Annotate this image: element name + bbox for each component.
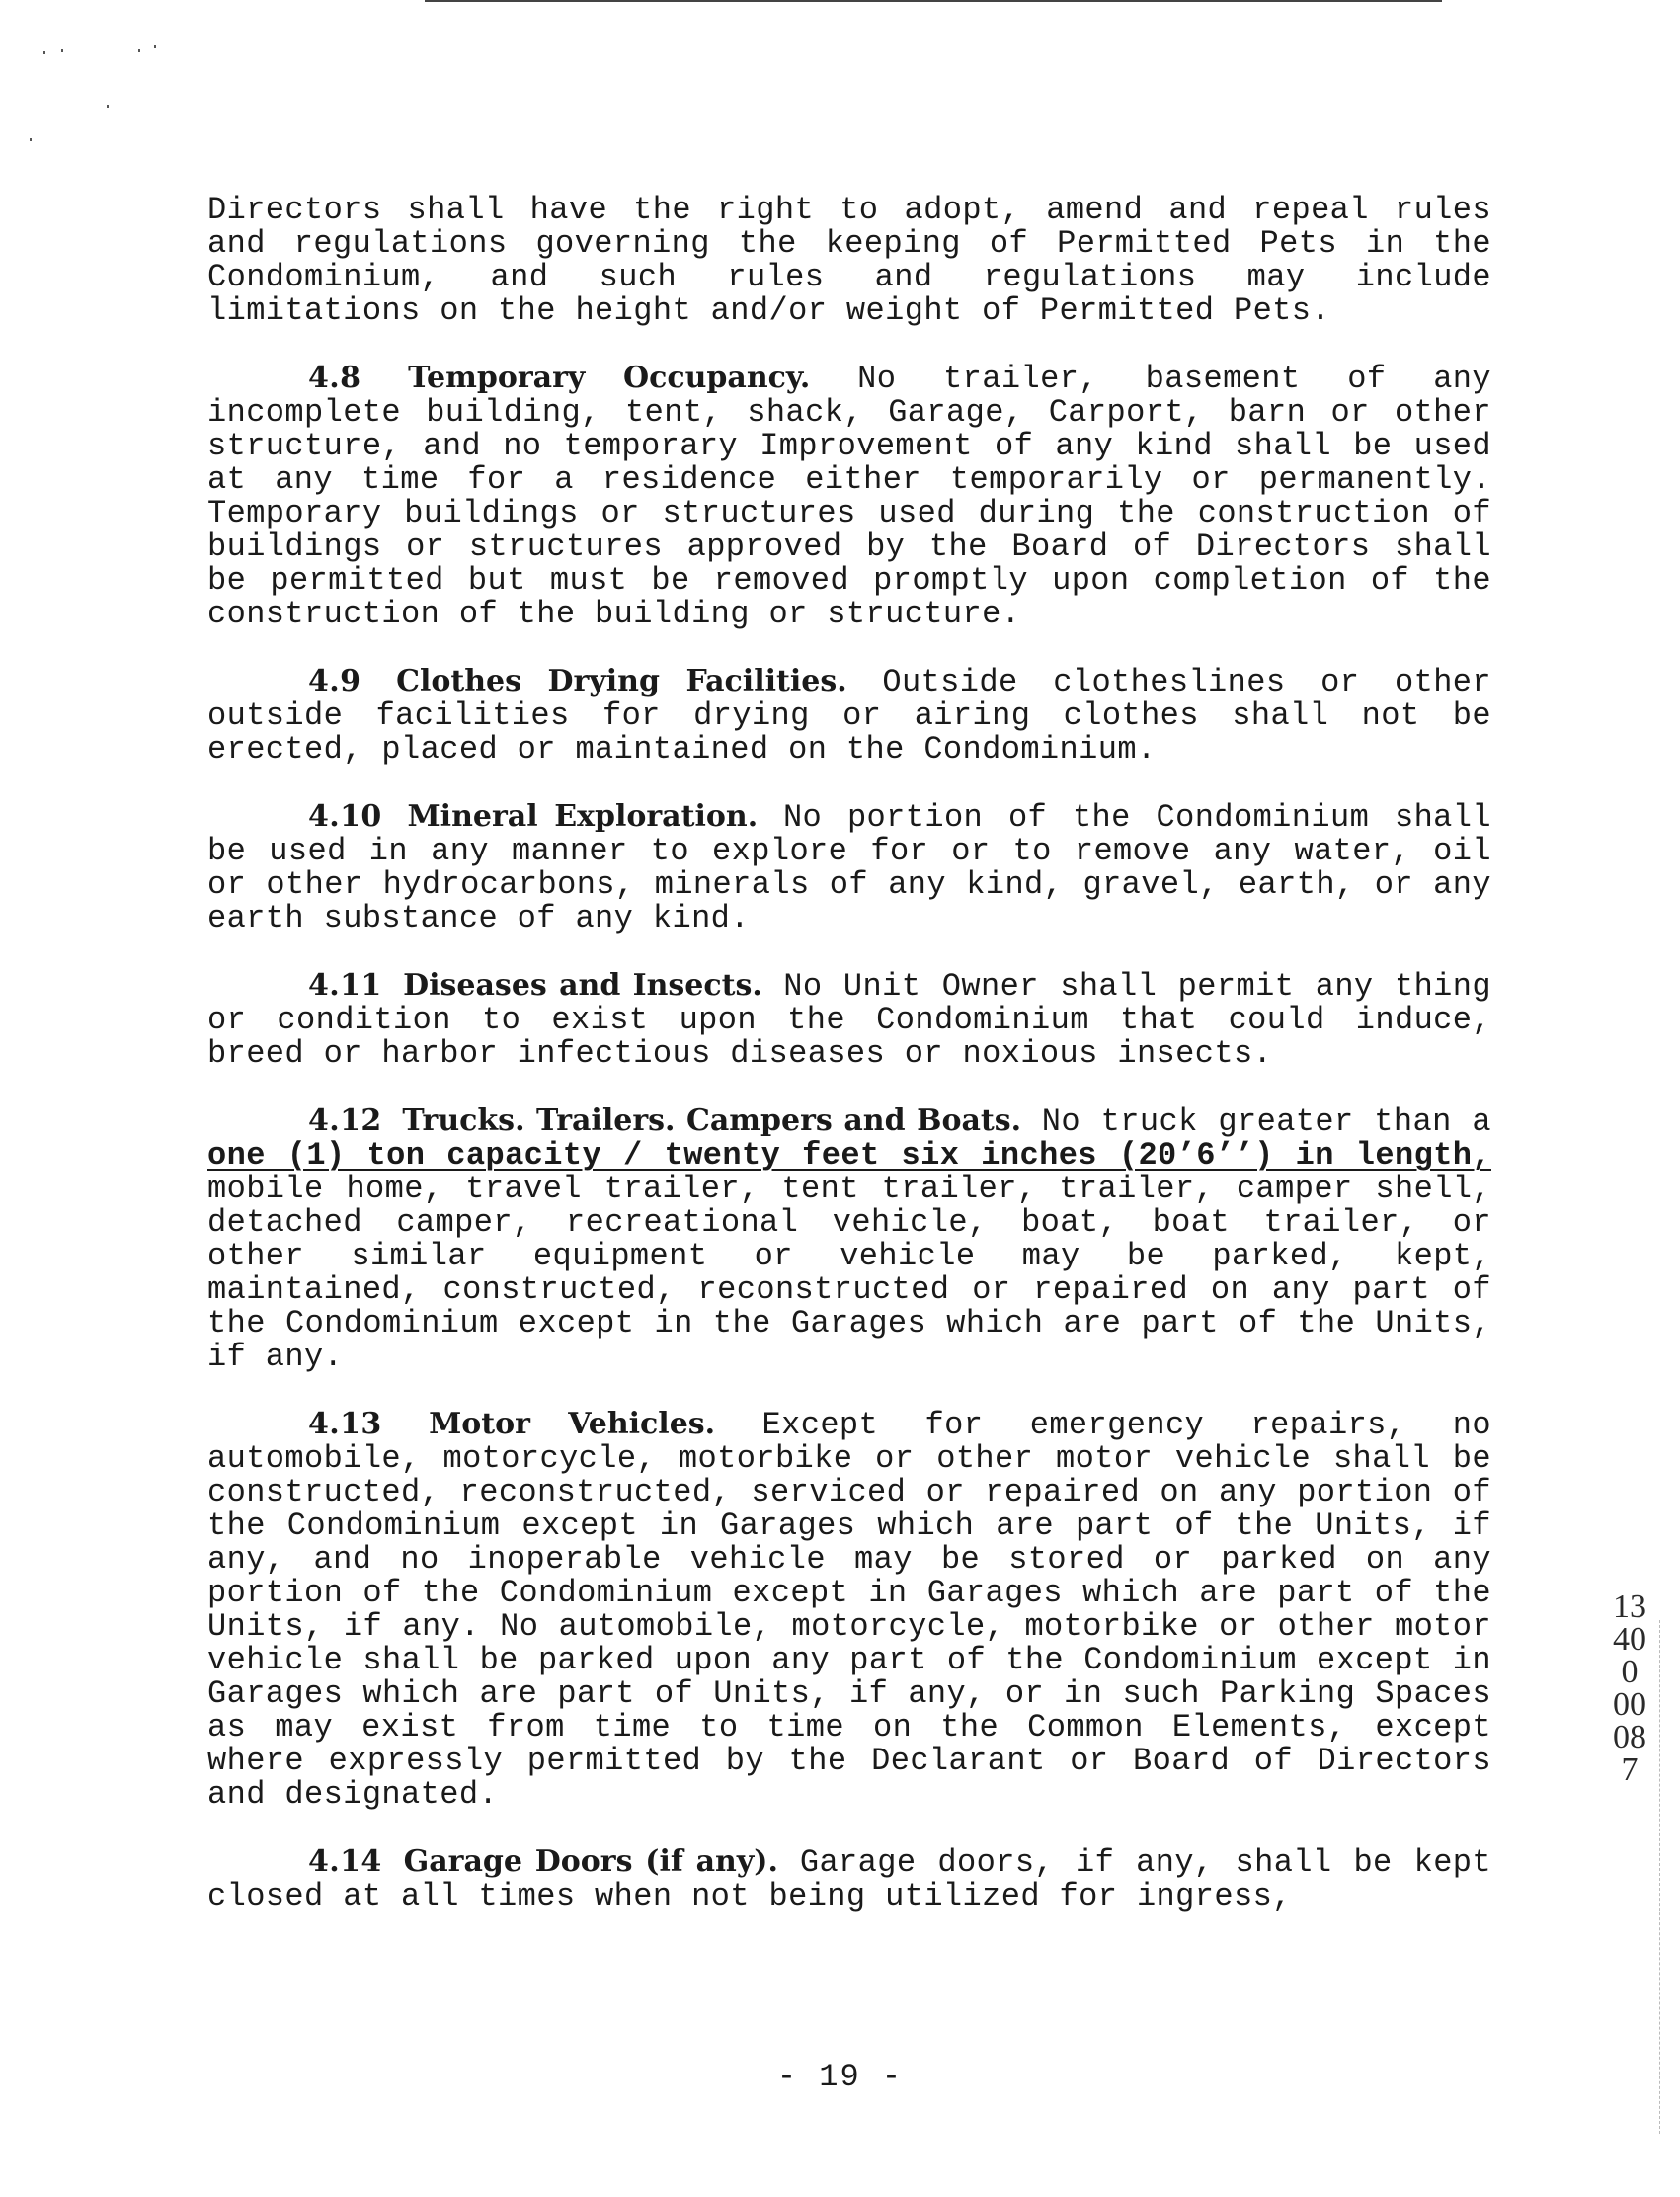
scan-edge-line bbox=[1659, 1620, 1661, 2134]
section-4-13 bbox=[207, 1408, 1491, 1812]
document-body bbox=[207, 194, 1491, 1947]
section-heading: Diseases and Insects. bbox=[403, 968, 762, 1003]
section-text: No portion of the Condominium shall be used in any manner to explore for or to remove any water, oil or other hydrocarbons, minerals of any kind, gravel, earth, or any earth substance of any kind. bbox=[207, 799, 1491, 936]
section-heading: Clothes Drying Facilities. bbox=[396, 664, 847, 698]
section-text: Garage doors, if any, shall be kept closed at all times when not being utilized for ingress, bbox=[207, 1844, 1492, 1914]
section-number: 4.9 bbox=[308, 664, 361, 698]
section-text-after: mobile home, travel trailer, tent trailer, trailer, camper shell, detached camper, recreational vehicle, boat, boat trailer, or other similar equipment or vehicle may be parked, kept, maintained, constructed, reconstructed or repaired on any part of the Condominium except in the Garages which are part of the Units, if any. bbox=[207, 1171, 1491, 1375]
top-scan-rule bbox=[425, 0, 1442, 2]
page-number: - 19 - bbox=[776, 2059, 904, 2095]
section-number: 4.10 bbox=[308, 799, 382, 834]
scan-speck bbox=[154, 45, 156, 48]
section-number: 4.13 bbox=[308, 1407, 382, 1441]
section-4-14 bbox=[207, 1845, 1491, 1913]
section-text: No trailer, basement of any incomplete building, tent, shack, Garage, Carport, barn or other structure, and no temporary Improvement of any kind shall be used at any time for a residence either temporarily or permanently. Temporary buildings or structures used during the construction of buildings or structures approved by the Board of Directors shall be permitted but must be removed promptly upon completion of the construction of the building or structure. bbox=[207, 361, 1492, 632]
section-heading: Garage Doors (if any). bbox=[403, 1844, 778, 1879]
scan-speck bbox=[138, 49, 140, 52]
section-4-8 bbox=[207, 362, 1491, 631]
recording-stamp: 13400 00087 bbox=[1613, 1588, 1646, 1788]
section-text: No Unit Owner shall permit any thing or condition to exist upon the Condominium that could induce, breed or harbor infectious diseases or noxious insects. bbox=[207, 968, 1491, 1072]
scan-speck bbox=[107, 105, 109, 108]
paragraph-intro bbox=[207, 194, 1491, 328]
section-number: 4.11 bbox=[308, 968, 382, 1003]
scan-speck bbox=[61, 49, 63, 52]
scan-speck bbox=[30, 138, 32, 141]
scan-speck bbox=[43, 51, 45, 54]
section-text: Except for emergency repairs, no automobile, motorcycle, motorbike or other motor vehicle shall be constructed, reconstructed, serviced or repaired on any portion of the Condominium except in Garages which are part of the Units, if any, and no inoperable vehicle may be stored or parked on any portion of the Condominium except in Garages which are part of the Units, if any. No automobile, motorcycle, motorbike or other motor vehicle shall be parked upon any part of the Condominium except in Garages which are part of Units, if any, or in such Parking Spaces as may exist from time to time on the Common Elements, except where expressly permitted by the Declarant or Board of Directors and designated. bbox=[207, 1407, 1491, 1813]
paragraph-text: Directors shall have the right to adopt, amend and repeal rules and regulations governing the keeping of Permitted Pets in the Condominium, and such rules and regulations may include limitations on the height and/or weight of Permitted Pets. bbox=[207, 192, 1491, 329]
section-heading: Trucks. Trailers. Campers and Boats. bbox=[402, 1103, 1022, 1138]
section-heading: Temporary Occupancy. bbox=[408, 361, 811, 395]
section-heading: Motor Vehicles. bbox=[429, 1407, 716, 1441]
section-heading: Mineral Exploration. bbox=[407, 799, 759, 834]
section-4-9 bbox=[207, 665, 1491, 767]
section-number: 4.12 bbox=[308, 1103, 382, 1138]
section-4-12 bbox=[207, 1104, 1491, 1374]
section-text: Outside clotheslines or other outside facilities for drying or airing clothes shall not be erected, placed or maintained on the Condominium. bbox=[207, 664, 1492, 768]
section-number: 4.8 bbox=[308, 361, 361, 395]
section-4-11 bbox=[207, 969, 1491, 1071]
section-number: 4.14 bbox=[308, 1844, 382, 1879]
underlined-amendment: one (1) ton capacity / twenty feet six inches (20’6’’) in length, bbox=[207, 1137, 1491, 1174]
section-4-10 bbox=[207, 800, 1491, 936]
section-text-before: No truck greater than a bbox=[1021, 1103, 1491, 1140]
